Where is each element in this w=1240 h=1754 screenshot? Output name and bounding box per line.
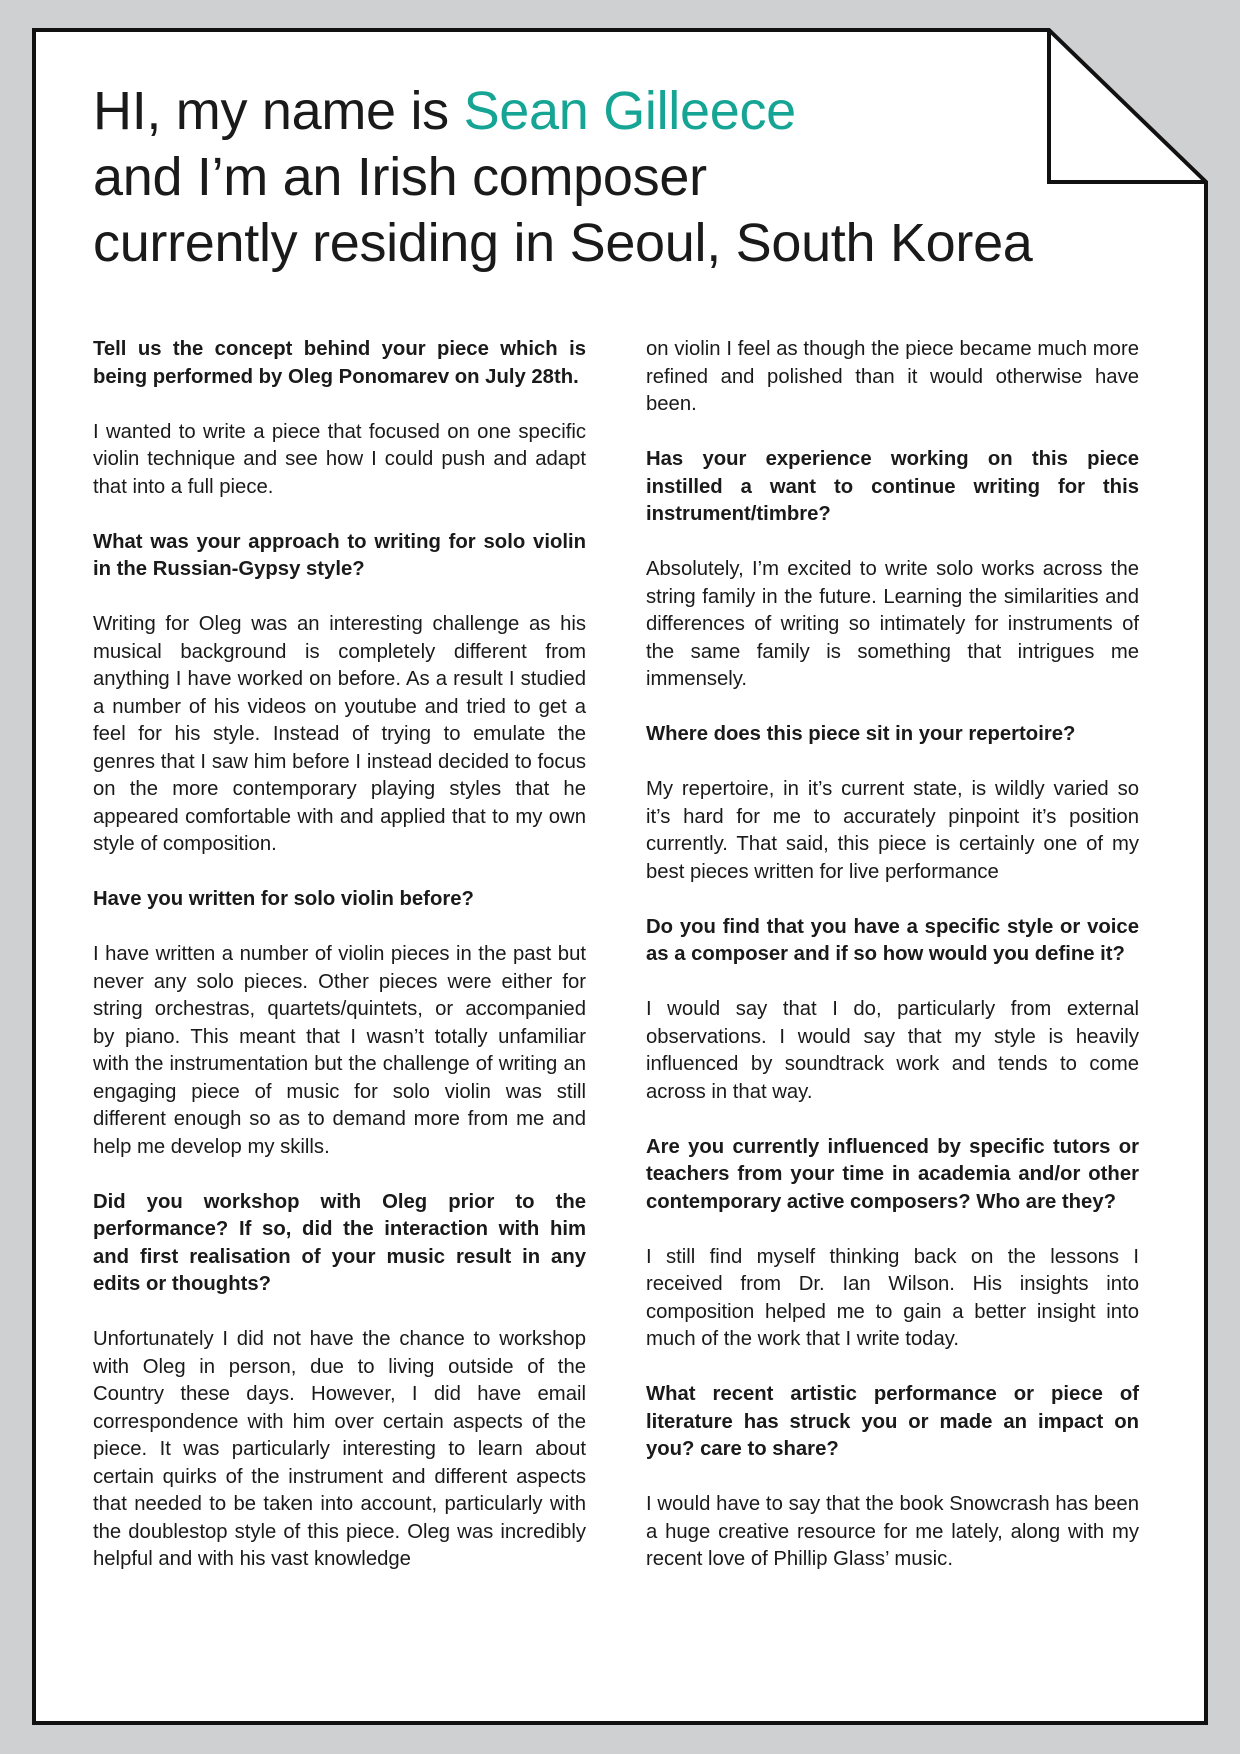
question: What was your approach to writing for solo violin in the Russian-Gypsy style? [93, 530, 586, 580]
answer: My repertoire, in it’s current state, is wildly varied so it’s hard for me to accurately pinpoint it’s position currently. That said, this piece is certainly one of my best pieces written for live performance [646, 778, 1139, 883]
question: Are you currently influenced by specific tutors or teachers from your time in academia and/or other contemporary active composers? Who are they? [646, 1135, 1139, 1213]
answer: on violin I feel as though the piece became much more refined and polished than it would otherwise have been. [646, 338, 1139, 415]
question: Where does this piece sit in your repertoire? [646, 723, 1076, 745]
answer: I still find myself thinking back on the lessons I received from Dr. Ian Wilson. His insights into composition helped me to gain a better insight into much of the work that I write today. [646, 1245, 1139, 1350]
answer: I would say that I do, particularly from external observations. I would say that my style is heavily influenced by soundtrack work and tends to come across in that way. [646, 998, 1139, 1103]
right-column [646, 336, 1139, 1574]
answer: I wanted to write a piece that focused on one specific violin technique and see how I could push and adapt that into a full piece. [93, 420, 586, 498]
left-column [93, 336, 586, 1574]
question: Do you find that you have a specific style or voice as a composer and if so how would you define it? [646, 915, 1139, 965]
headline-line-2: and I’m an Irish composer [93, 147, 707, 207]
answer: Absolutely, I’m excited to write solo works across the string family in the future. Learning the similarities and differences of writing so intimately for instruments of the same family is something that intrigues me immensely. [646, 558, 1139, 690]
question: Has your experience working on this piece instilled a want to continue writing for this instrument/timbre? [646, 448, 1139, 525]
headline-line-3: currently residing in Seoul, South Korea [93, 213, 1033, 273]
page-title [93, 78, 1141, 276]
headline-prefix: HI, my name is [93, 81, 464, 141]
answer: I would have to say that the book Snowcrash has been a huge creative resource for me lately, along with my recent love of Phillip Glass’ music. [646, 1493, 1139, 1570]
answer: Unfortunately I did not have the chance to workshop with Oleg in person, due to living outside of the Country these days. However, I did have email correspondence with him over certain aspects of the piece. It was particularly interesting to learn about certain quirks of the instrument and different aspects that needed to be taken into account, particularly with the doublestop style of this piece. Oleg was incredibly helpful and with his vast knowledge [93, 1328, 586, 1570]
answer: I have written a number of violin pieces in the past but never any solo pieces. Other pieces were either for string orchestras, quartets/quintets, or accompanied by piano. This meant that I wasn’t totally unfamiliar with the instrumentation but the challenge of writing an engaging piece of music for solo violin was still different enough so as to demand more from me and help me develop my skills. [93, 943, 586, 1158]
question: Tell us the concept behind your piece which is being performed by Oleg Ponomarev on July 28th. [93, 338, 586, 388]
question: What recent artistic performance or piece of literature has struck you or made an impact on you? care to share? [646, 1383, 1139, 1460]
question: Did you workshop with Oleg prior to the performance? If so, did the interaction with him and first realisation of your music result in any edits or thoughts? [93, 1190, 586, 1295]
composer-name: Sean Gilleece [463, 81, 796, 141]
answer: Writing for Oleg was an interesting challenge as his musical background is completely different from anything I have worked on before. As a result I studied a number of his videos on youtube and tried to get a feel for his style. Instead of trying to emulate the genres that I saw him before I instead decided to focus on the more contemporary playing styles that he appeared comfortable with and applied that to my own style of composition. [93, 613, 586, 855]
question: Have you written for solo violin before? [93, 888, 474, 910]
